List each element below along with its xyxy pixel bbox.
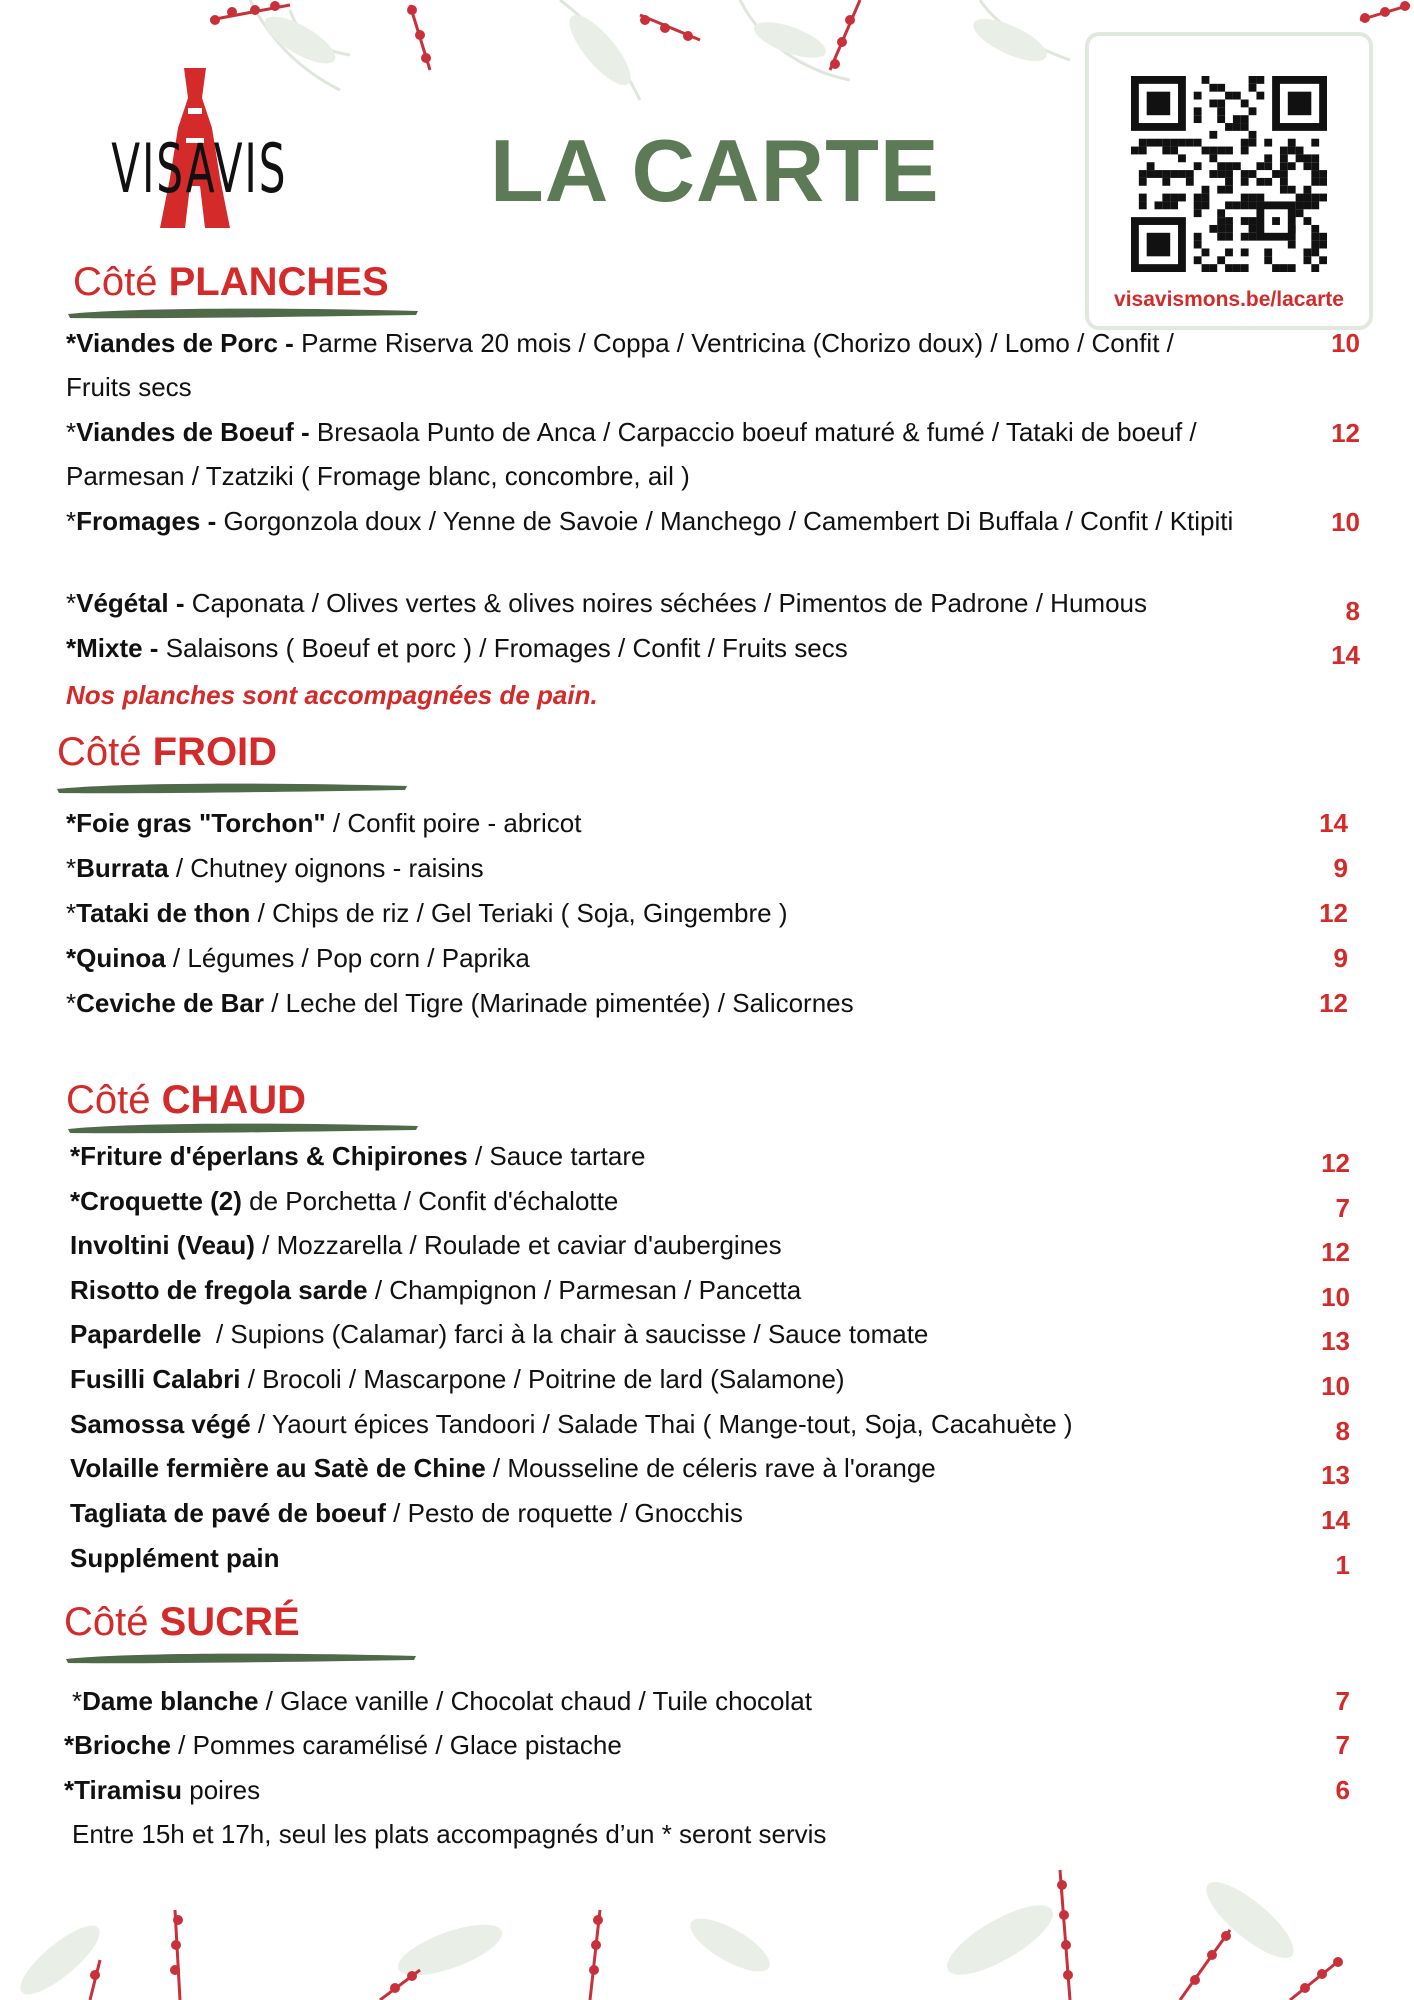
item-description: / Sauce tartare bbox=[467, 1141, 646, 1171]
item-name: Ceviche de Bar bbox=[76, 988, 264, 1018]
section-title-froid: Côté FROID bbox=[57, 730, 278, 774]
holly-branches-bottom-decoration bbox=[0, 1850, 1414, 2000]
item-price: 14 bbox=[1331, 640, 1360, 670]
item-description: / Brocoli / Mascarpone / Poitrine de lard (Salamone) bbox=[240, 1364, 845, 1394]
item-description: / Yaourt épices Tandoori / Salade Thai ( Mange-tout, Soja, Cacahuète ) bbox=[250, 1409, 1073, 1439]
item-name: Fromages - bbox=[76, 506, 217, 536]
menu-item-volaille bbox=[0, 1453, 1414, 1497]
item-name: Volaille fermière au Satè de Chine bbox=[70, 1453, 486, 1483]
item-description: / Confit poire - abricot bbox=[325, 808, 582, 838]
item-price: 7 bbox=[1335, 1193, 1350, 1223]
item-description: / Champignon / Parmesan / Pancetta bbox=[367, 1275, 802, 1305]
item-name: Involtini (Veau) bbox=[70, 1230, 255, 1260]
item-description: Bresaola Punto de Anca / Carpaccio boeuf maturé & fumé / Tataki de boeuf / Parmesan / Tzatziki ( Fromage blanc, concombre, ail ) bbox=[66, 417, 1197, 491]
menu-item-viandes-boeuf: *Viandes de Boeuf - Bresaola Punto de Anca / Carpaccio boeuf maturé & fumé / Tataki de boeuf / Parmesan / Tzatziki ( Fromage blanc, concombre, ail ) 12 bbox=[66, 417, 1360, 491]
menu-item-mixte: *Mixte - Salaisons ( Boeuf et porc ) / Fromages / Confit / Fruits secs 14 bbox=[66, 633, 1360, 670]
section-underline-brush bbox=[55, 780, 410, 796]
item-description: / Légumes / Pop corn / Paprika bbox=[165, 943, 530, 973]
item-price: 7 bbox=[1335, 1730, 1350, 1760]
section-underline-brush bbox=[66, 1120, 421, 1136]
qr-caption-link[interactable]: visavismons.be/lacarte bbox=[1114, 288, 1344, 311]
menu-item-fromages: *Fromages - Gorgonzola doux / Yenne de Savoie / Manchego / Camembert Di Buffala / Confit / Ktipiti 10 bbox=[66, 506, 1360, 537]
item-description: / Chutney oignons - raisins bbox=[168, 853, 484, 883]
item-name: Foie gras "Torchon" bbox=[76, 808, 326, 838]
item-name: Brioche bbox=[74, 1730, 171, 1760]
menu-item-brioche: *Brioche / Pommes caramélisé / Glace pistache 7 bbox=[64, 1730, 1350, 1760]
menu-item-burrata: *Burrata / Chutney oignons - raisins 9 bbox=[66, 853, 1348, 883]
item-price: 1 bbox=[1335, 1550, 1350, 1580]
menu-item-quinoa: *Quinoa / Légumes / Pop corn / Paprika 9 bbox=[66, 943, 1348, 973]
item-price: 10 bbox=[1321, 1371, 1350, 1401]
item-price: 7 bbox=[1335, 1686, 1350, 1716]
item-name: Mixte - bbox=[76, 633, 159, 663]
item-description: Salaisons ( Boeuf et porc ) / Fromages / Confit / Fruits secs bbox=[158, 633, 848, 663]
item-name: Samossa végé bbox=[70, 1409, 251, 1439]
item-description: / Leche del Tigre (Marinade pimentée) / Salicornes bbox=[264, 988, 854, 1018]
item-price: 12 bbox=[1319, 988, 1348, 1018]
item-name: Viandes de Porc - bbox=[76, 328, 294, 358]
menu-item-risotto bbox=[0, 1275, 1414, 1319]
menu-item-involtini bbox=[0, 1230, 1414, 1274]
menu-item-friture: *Friture d'éperlans & Chipirones / Sauce tartare 12 bbox=[70, 1141, 1350, 1178]
item-name: Papardelle bbox=[70, 1319, 209, 1349]
menu-item-fusilli bbox=[0, 1364, 1414, 1408]
item-name: Viandes de Boeuf - bbox=[76, 417, 310, 447]
item-description: / Glace vanille / Chocolat chaud / Tuile chocolat bbox=[258, 1686, 812, 1716]
item-price: 9 bbox=[1333, 853, 1348, 883]
item-description: de Porchetta / Confit d'échalotte bbox=[241, 1186, 619, 1216]
item-price: 10 bbox=[1331, 328, 1360, 358]
item-price: 12 bbox=[1331, 418, 1360, 448]
item-description: / Supions (Calamar) farci à la chair à saucisse / Sauce tomate bbox=[208, 1319, 929, 1349]
item-name: Friture d'éperlans & Chipirones bbox=[80, 1141, 468, 1171]
menu-item-tiramisu: *Tiramisu poires 6 bbox=[64, 1775, 1350, 1805]
item-description: Caponata / Olives vertes & olives noires séchées / Pimentos de Padrone / Humous bbox=[184, 588, 1147, 618]
item-price: 10 bbox=[1331, 507, 1360, 537]
item-name: Burrata bbox=[76, 853, 169, 883]
item-description: / Mozzarella / Roulade et caviar d'aubergines bbox=[254, 1230, 782, 1260]
item-name: Risotto de fregola sarde bbox=[70, 1275, 368, 1305]
item-price: 6 bbox=[1335, 1775, 1350, 1805]
menu-item-papardelle bbox=[0, 1319, 1414, 1363]
item-name: Végétal - bbox=[76, 588, 185, 618]
item-name: Supplément pain bbox=[70, 1543, 280, 1573]
section-underline-brush bbox=[64, 1650, 419, 1666]
item-description: / Chips de riz / Gel Teriaki ( Soja, Gingembre ) bbox=[250, 898, 788, 928]
item-description: Parme Riserva 20 mois / Coppa / Ventricina (Chorizo doux) / Lomo / Confit / Fruits secs bbox=[66, 328, 1174, 402]
item-description: poires bbox=[182, 1775, 261, 1805]
visavis-logo bbox=[60, 68, 330, 228]
item-name: Quinoa bbox=[76, 943, 166, 973]
menu-item-viandes-porc: *Viandes de Porc - Parme Riserva 20 mois / Coppa / Ventricina (Chorizo doux) / Lomo / Confit / Fruits secs 10 bbox=[66, 328, 1360, 402]
item-name: Tagliata de pavé de boeuf bbox=[70, 1498, 386, 1528]
item-description: / Mousseline de céleris rave à l'orange bbox=[485, 1453, 936, 1483]
item-description: / Pesto de roquette / Gnocchis bbox=[385, 1498, 743, 1528]
item-price: 8 bbox=[1335, 1416, 1350, 1446]
logo-wordmark: VISAVIS bbox=[111, 130, 288, 209]
menu-item-supplement-pain bbox=[0, 1543, 1414, 1587]
qr-code-icon bbox=[1131, 76, 1327, 272]
menu-item-tataki-thon: *Tataki de thon / Chips de riz / Gel Teriaki ( Soja, Gingembre ) 12 bbox=[66, 898, 1348, 928]
item-price: 9 bbox=[1333, 943, 1348, 973]
section-title-chaud: Côté CHAUD bbox=[66, 1078, 307, 1122]
qr-code-panel bbox=[1085, 32, 1373, 330]
item-price: 12 bbox=[1321, 1148, 1350, 1178]
item-name: Croquette (2) bbox=[80, 1186, 242, 1216]
item-price: 14 bbox=[1321, 1505, 1350, 1535]
item-price: 12 bbox=[1319, 898, 1348, 928]
item-description: / Pommes caramélisé / Glace pistache bbox=[170, 1730, 622, 1760]
item-name: Tiramisu bbox=[74, 1775, 183, 1805]
item-price: 12 bbox=[1321, 1237, 1350, 1267]
item-price: 10 bbox=[1321, 1282, 1350, 1312]
item-name: Fusilli Calabri bbox=[70, 1364, 241, 1394]
menu-item-samossa bbox=[0, 1409, 1414, 1453]
menu-item-dame-blanche: *Dame blanche / Glace vanille / Chocolat chaud / Tuile chocolat 7 bbox=[72, 1686, 1350, 1716]
section-title-planches: Côté PLANCHES bbox=[73, 260, 389, 304]
menu-item-croquette: *Croquette (2) de Porchetta / Confit d'échalotte 7 bbox=[70, 1186, 1350, 1223]
item-name: Dame blanche bbox=[82, 1686, 259, 1716]
menu-item-tagliata bbox=[0, 1498, 1414, 1542]
item-price: 13 bbox=[1321, 1460, 1350, 1490]
service-hours-note: Entre 15h et 17h, seul les plats accompagnés d’un * seront servis bbox=[72, 1819, 827, 1849]
item-price: 8 bbox=[1345, 596, 1360, 626]
menu-item-foie-gras: *Foie gras "Torchon" / Confit poire - abricot 14 bbox=[66, 808, 1348, 838]
section-underline-brush bbox=[66, 305, 421, 321]
item-name: Tataki de thon bbox=[76, 898, 251, 928]
menu-item-ceviche: *Ceviche de Bar / Leche del Tigre (Marinade pimentée) / Salicornes 12 bbox=[66, 988, 1348, 1018]
page-title: LA CARTE bbox=[490, 121, 940, 220]
item-description: Gorgonzola doux / Yenne de Savoie / Manchego / Camembert Di Buffala / Confit / Ktipiti bbox=[216, 506, 1234, 536]
item-price: 13 bbox=[1321, 1326, 1350, 1356]
menu-item-vegetal: *Végétal - Caponata / Olives vertes & olives noires séchées / Pimentos de Padrone / Humous 8 bbox=[66, 588, 1360, 626]
item-price: 14 bbox=[1319, 808, 1348, 838]
section-title-sucre: Côté SUCRÉ bbox=[64, 1600, 300, 1644]
planches-bread-note: Nos planches sont accompagnées de pain. bbox=[66, 680, 598, 710]
